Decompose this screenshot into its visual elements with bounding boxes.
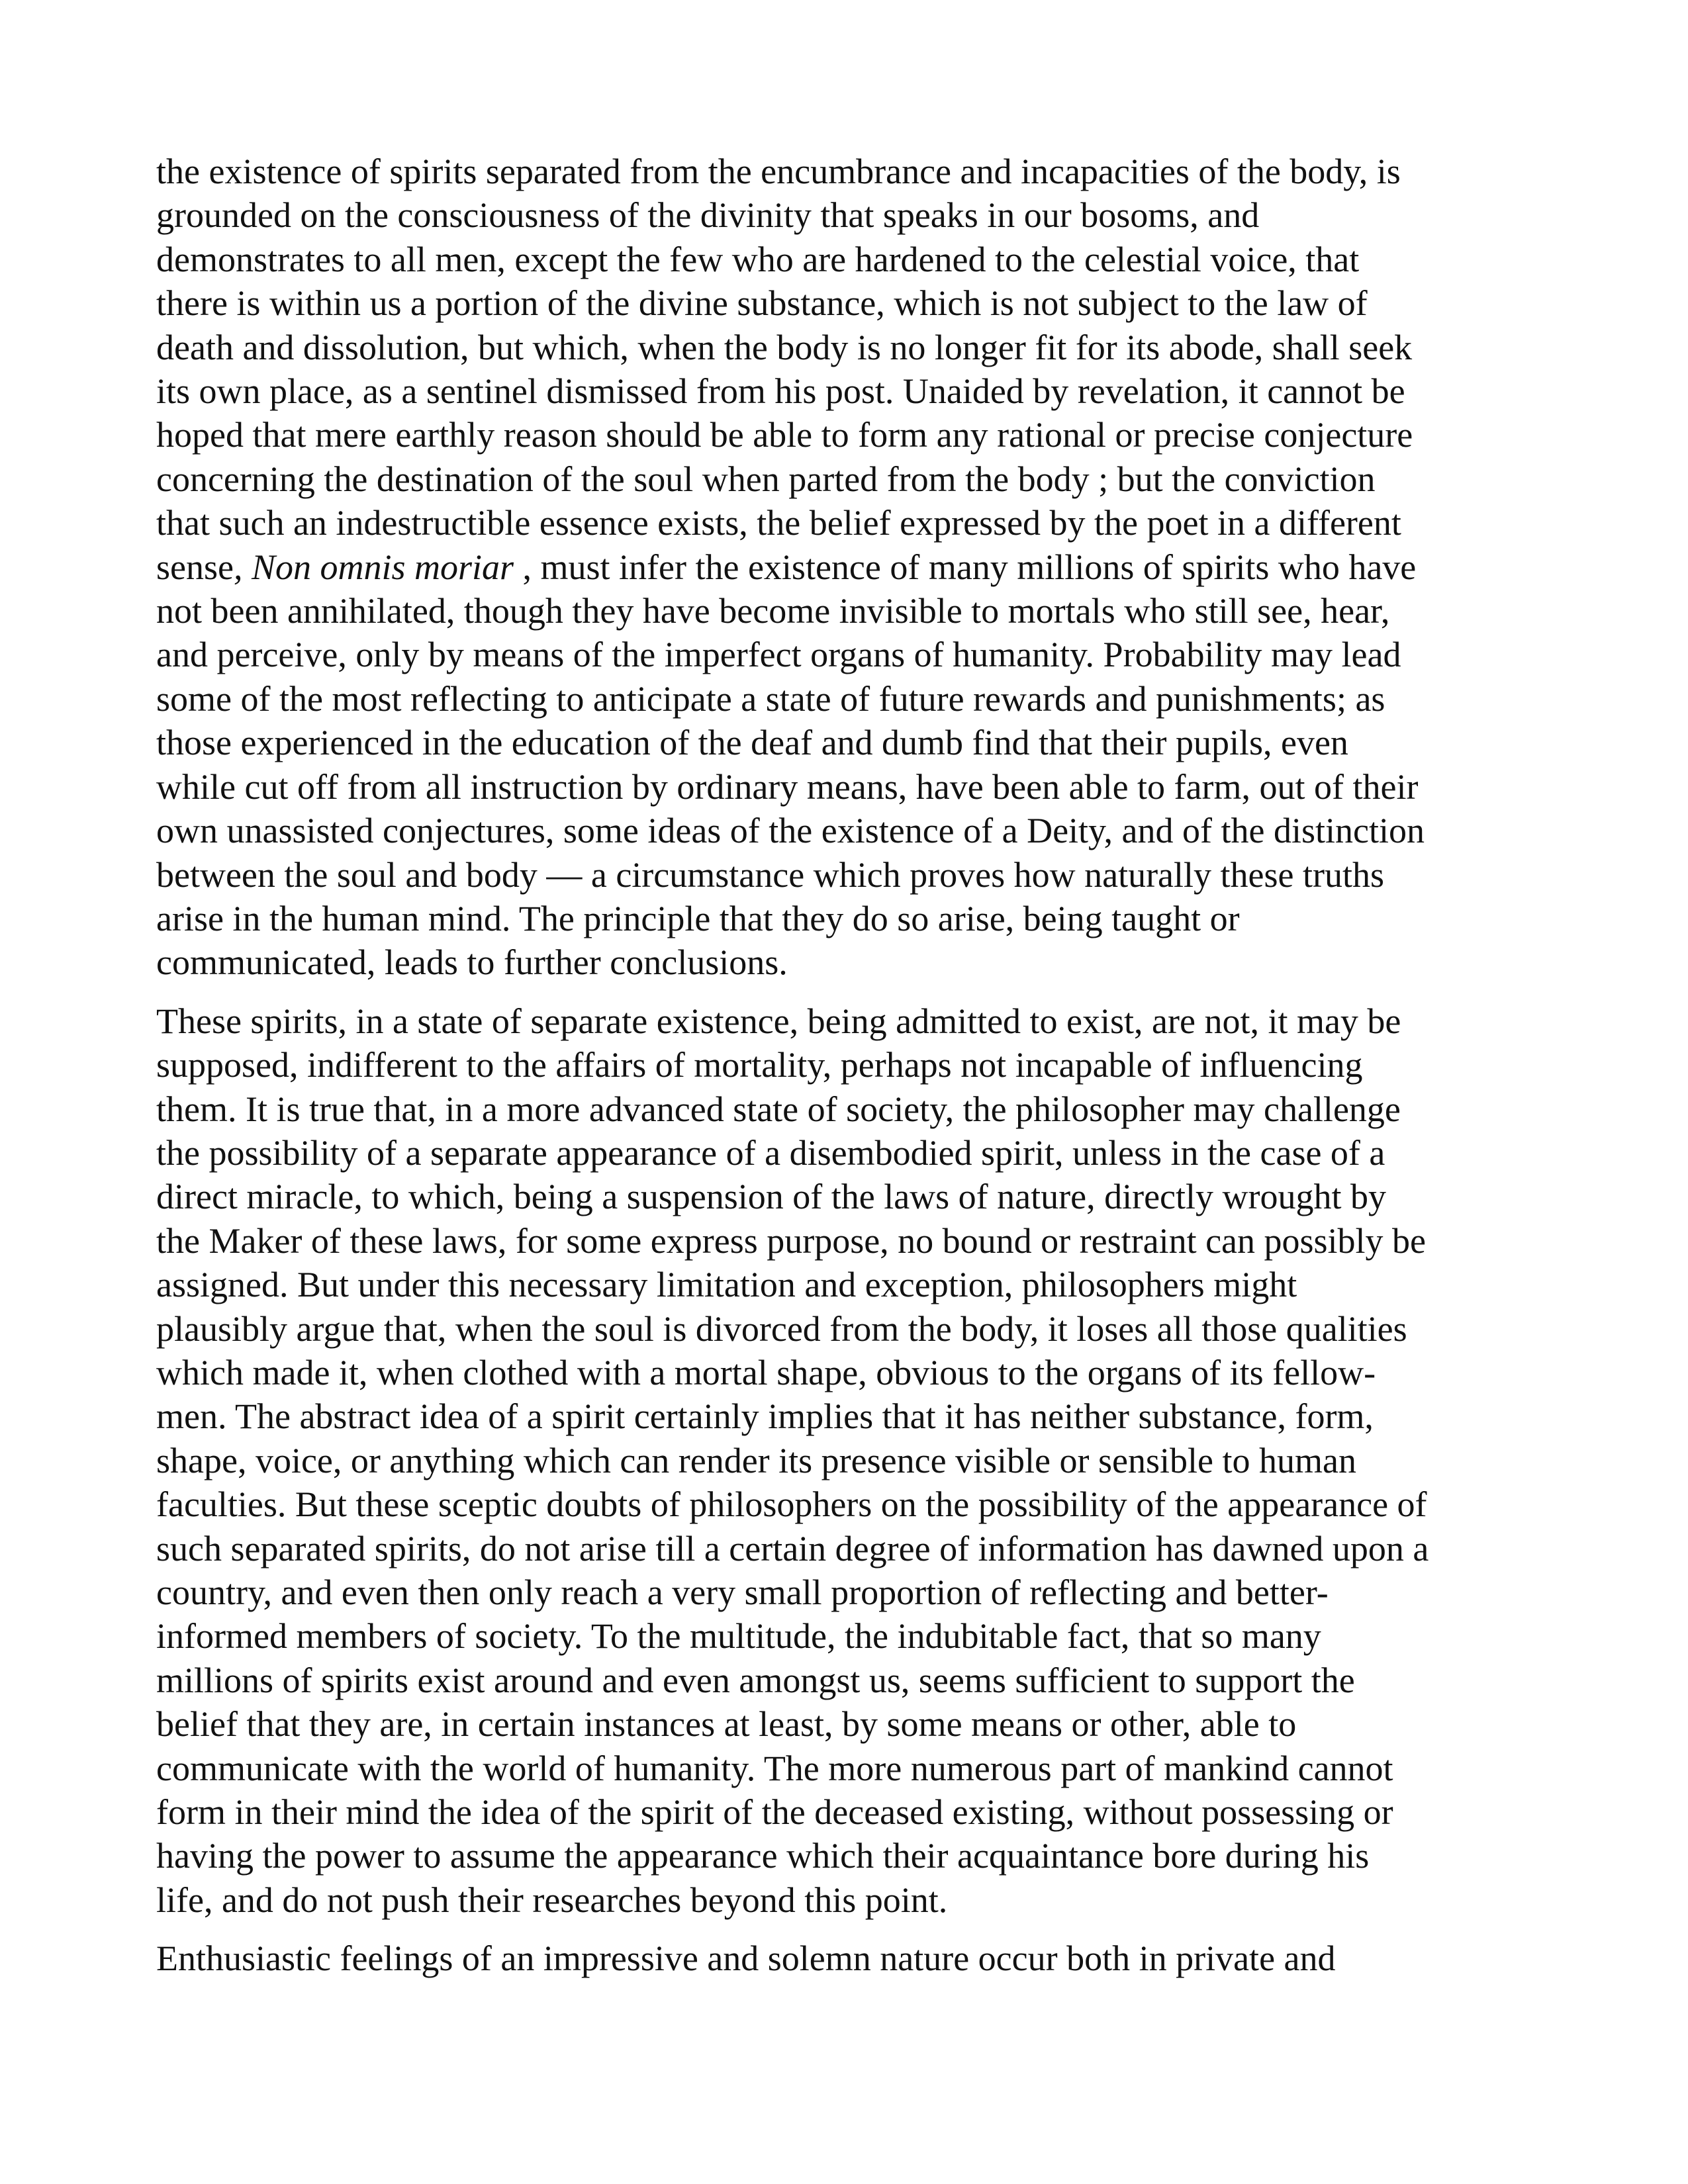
text-line: own unassisted conjectures, some ideas of the existence of a Deity, and of the distinction: [156, 811, 1425, 851]
text-line: direct miracle, to which, being a suspension of the laws of nature, directly wrought by: [156, 1177, 1386, 1217]
text-line: them. It is true that, in a more advanced state of society, the philosopher may challenge: [156, 1089, 1401, 1129]
text-line: life, and do not push their researches beyond this point.: [156, 1880, 948, 1920]
text-line: not been annihilated, though they have become invisible to mortals who still see, hear,: [156, 591, 1390, 631]
text-line-with-latin-quote: [156, 545, 1546, 589]
text-line: men. The abstract idea of a spirit certainly implies that it has neither substance, form,: [156, 1396, 1374, 1437]
text-line: hoped that mere earthly reason should be able to form any rational or precise conjecture: [156, 415, 1413, 455]
text-line: communicated, leads to further conclusions.: [156, 942, 788, 983]
text-line: which made it, when clothed with a mortal shape, obvious to the organs of its fellow-: [156, 1352, 1376, 1392]
text-line: concerning the destination of the soul when parted from the body ; but the conviction: [156, 459, 1376, 499]
text-line: its own place, as a sentinel dismissed from his post. Unaided by revelation, it cannot be: [156, 371, 1405, 412]
paragraph-1: [156, 150, 1546, 985]
text-line: some of the most reflecting to anticipate a state of future rewards and punishments; as: [156, 678, 1385, 719]
text-line: plausibly argue that, when the soul is divorced from the body, it loses all those qualities: [156, 1308, 1407, 1349]
text-line: those experienced in the education of the deaf and dumb find that their pupils, even: [156, 723, 1348, 763]
paragraph-3: [156, 1936, 1546, 1980]
text-line: demonstrates to all men, except the few who are hardened to the celestial voice, that: [156, 239, 1360, 279]
line-segment: sense: [156, 547, 234, 587]
text-line: form in their mind the idea of the spirit of the deceased existing, without possessing or: [156, 1792, 1393, 1833]
text-line: belief that they are, in certain instances at least, by some means or other, able to: [156, 1704, 1297, 1745]
text-line: there is within us a portion of the divine substance, which is not subject to the law of: [156, 283, 1368, 324]
text-line: Enthusiastic feelings of an impressive and solemn nature occur both in private and: [156, 1938, 1336, 1979]
text-line: grounded on the consciousness of the divinity that speaks in our bosoms, and: [156, 195, 1260, 236]
text-line: the possibility of a separate appearance of a disembodied spirit, unless in the case of a: [156, 1132, 1385, 1173]
text-line: that such an indestructible essence exists, the belief expressed by the poet in a different: [156, 503, 1401, 543]
text-line: the existence of spirits separated from the encumbrance and incapacities of the body, is: [156, 152, 1401, 191]
text-line: millions of spirits exist around and even amongst us, seems sufficient to support the: [156, 1660, 1355, 1700]
text-line: the Maker of these laws, for some express purpose, no bound or restraint can possibly be: [156, 1220, 1427, 1261]
body-text: [156, 150, 1546, 1995]
text-line: faculties. But these sceptic doubts of philosophers on the possibility of the appearance of: [156, 1484, 1427, 1525]
text-line: death and dissolution, but which, when the body is no longer fit for its abode, shall seek: [156, 327, 1413, 367]
text-line: country, and even then only reach a very small proportion of reflecting and better-: [156, 1572, 1329, 1612]
text-line: having the power to assume the appearance which their acquaintance bore during his: [156, 1836, 1370, 1876]
text-line: arise in the human mind. The principle that they do so arise, being taught or: [156, 898, 1240, 938]
text-line: assigned. But under this necessary limitation and exception, philosophers might: [156, 1265, 1297, 1305]
text-line: such separated spirits, do not arise till a certain degree of information has dawned upon a: [156, 1528, 1429, 1569]
text-line: communicate with the world of humanity. The more numerous part of mankind cannot: [156, 1748, 1393, 1788]
text-line: informed members of society. To the multitude, the indubitable fact, that so many: [156, 1616, 1321, 1657]
text-line: shape, voice, or anything which can render its presence visible or sensible to human: [156, 1440, 1356, 1480]
text-line: and perceive, only by means of the imperfect organs of humanity. Probability may lead: [156, 635, 1401, 675]
text-line: between the soul and body — a circumstance which proves how naturally these truths: [156, 854, 1384, 895]
text-line: while cut off from all instruction by ordinary means, have been able to farm, out of their: [156, 766, 1419, 807]
paragraph-2: [156, 999, 1546, 1923]
text-line: supposed, indifferent to the affairs of mortality, perhaps not incapable of influencing: [156, 1045, 1363, 1085]
line-segment: , must infer the existence of many millions of spirits who have: [514, 547, 1417, 587]
latin-quote: , Non omnis moriar: [233, 547, 514, 587]
text-line: These spirits, in a state of separate existence, being admitted to exist, are not, it may be: [156, 1001, 1401, 1041]
